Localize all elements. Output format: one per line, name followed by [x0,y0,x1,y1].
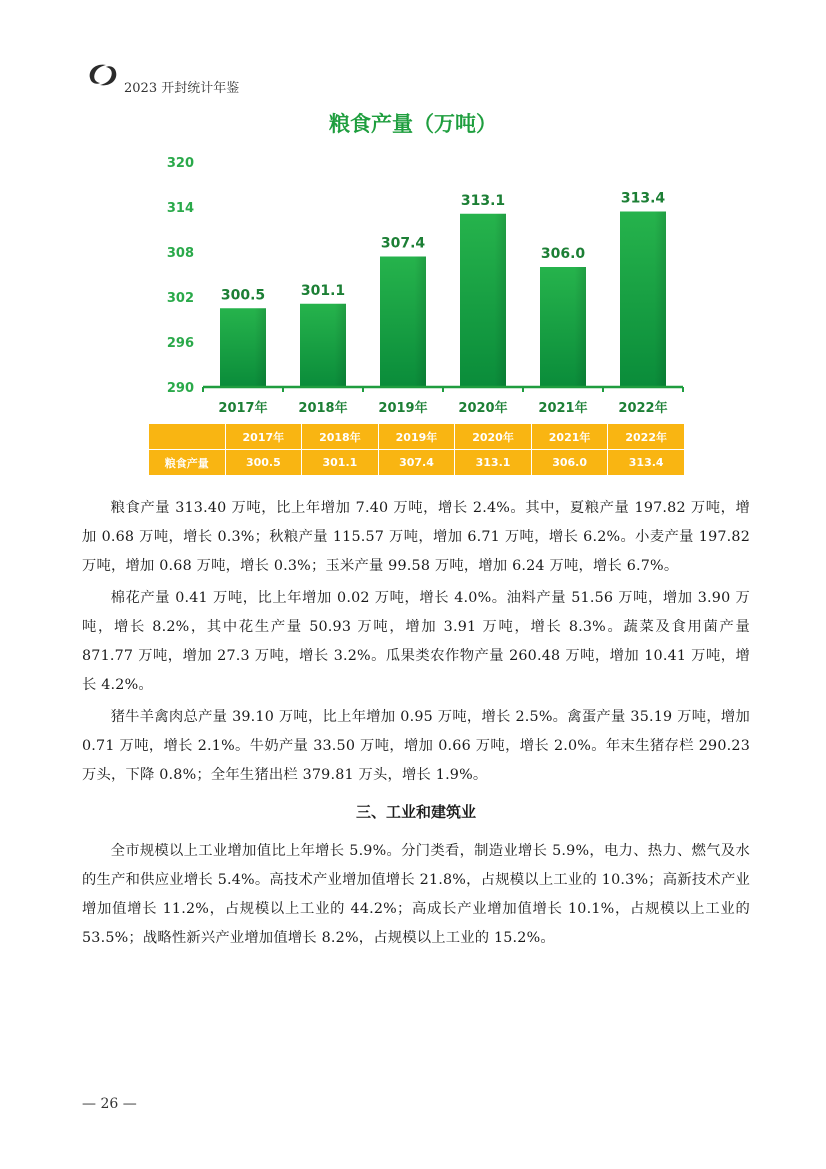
x-tick-label: 2022年 [618,401,668,416]
x-tick-label: 2019年 [378,401,428,416]
y-tick-label: 314 [166,201,194,216]
body-text [82,494,750,956]
y-tick-label: 320 [166,156,194,171]
bar-shading [540,267,586,387]
table-cell: 306.0 [531,450,608,476]
bar-shading [300,304,346,387]
bar-value-label: 307.4 [380,235,426,252]
x-tick-label: 2017年 [218,401,268,416]
page-header [86,58,386,94]
y-tick-label: 302 [166,291,194,306]
table-cell: 301.1 [302,450,379,476]
table-header-cell: 2019年 [378,424,455,450]
x-tick-label: 2021年 [538,401,588,416]
swirl-logo-icon [86,62,120,88]
y-tick-label: 290 [166,381,194,396]
bar-value-label: 306.0 [540,246,586,262]
table-cell: 313.1 [455,450,532,476]
table-header-cell: 2021年 [531,424,608,450]
table-header-row [149,424,685,450]
bar-shading [620,212,666,388]
paragraph-grain: 粮食产量 313.40 万吨，比上年增加 7.40 万吨，增长 2.4%。其中，夏粮产量 197.82 万吨，增加 0.68 万吨，增长 0.3%；秋粮产量 115.57 万吨，增加 6.71 万吨，增长 6.2%。小麦产量 197.82 万吨，增加 0.68 万吨，增长 0.3%；玉米产量 99.58 万吨，增加 6.24 万吨，增长 6.7%。 [82,500,750,574]
bar-value-label: 301.1 [300,282,346,299]
paragraph-livestock: 猪牛羊禽肉总产量 39.10 万吨，比上年增加 0.95 万吨，增长 2.5%。禽蛋产量 35.19 万吨，增加 0.71 万吨，增长 2.1%。牛奶产量 33.50 万吨，增加 0.66 万吨，增长 2.0%。年末生猪存栏 290.23 万头，下降 0.8%；全年生猪出栏 379.81 万头，增长 1.9%。 [82,709,750,783]
table-row-label: 粮食产量 [149,450,226,476]
table-header-cell: 2020年 [455,424,532,450]
paragraph-crops: 棉花产量 0.41 万吨，比上年增加 0.02 万吨，增长 4.0%。油料产量 51.56 万吨，增加 3.90 万吨，增长 8.2%，其中花生产量 50.93 万吨，增加 3.91 万吨，增长 8.3%。蔬菜及食用菌产量 871.77 万吨，增加 27.3 万吨，增长 3.2%。瓜果类农作物产量 260.48 万吨，增加 10.41 万吨，增长 4.2%。 [82,590,750,693]
table-header-cell: 2022年 [608,424,685,450]
table-cell: 300.5 [225,450,302,476]
chart-title: 粮食产量（万吨） [329,112,497,136]
y-tick-label: 308 [166,246,194,261]
page-number: — 26 — [82,1096,137,1112]
table-header-cell [149,424,226,450]
table-cell: 313.4 [608,450,685,476]
y-tick-label: 296 [166,336,194,351]
table-cell: 307.4 [378,450,455,476]
bar-value-label: 300.5 [220,287,266,304]
bar-shading [380,257,426,388]
table-header-cell: 2017年 [225,424,302,450]
bar-shading [460,214,506,387]
paragraph-industry: 全市规模以上工业增加值比上年增长 5.9%。分门类看，制造业增长 5.9%，电力、热力、燃气及水的生产和供应业增长 5.4%。高技术产业增加值增长 21.8%，占规模以上工业的 10.3%；高新技术产业增加值增长 11.2%，占规模以上工业的 44.2%；高成长产业增加值增长 10.1%，占规模以上工业的 53.5%；战略性新兴产业增加值增长 8.2%，占规模以上工业的 15.2%。 [82,843,750,946]
yearbook-title: 2023 开封统计年鉴 [124,81,240,96]
table-row [149,450,685,476]
bar-value-label: 313.4 [620,190,666,207]
x-tick-label: 2020年 [458,401,508,416]
section-heading: 三、工业和建筑业 [355,803,476,821]
x-tick-label: 2018年 [298,401,348,416]
bar-shading [220,308,266,387]
bar-value-label: 313.1 [460,192,506,209]
grain-output-table [148,423,685,476]
table-header-cell: 2018年 [302,424,379,450]
grain-output-bar-chart [148,145,688,425]
